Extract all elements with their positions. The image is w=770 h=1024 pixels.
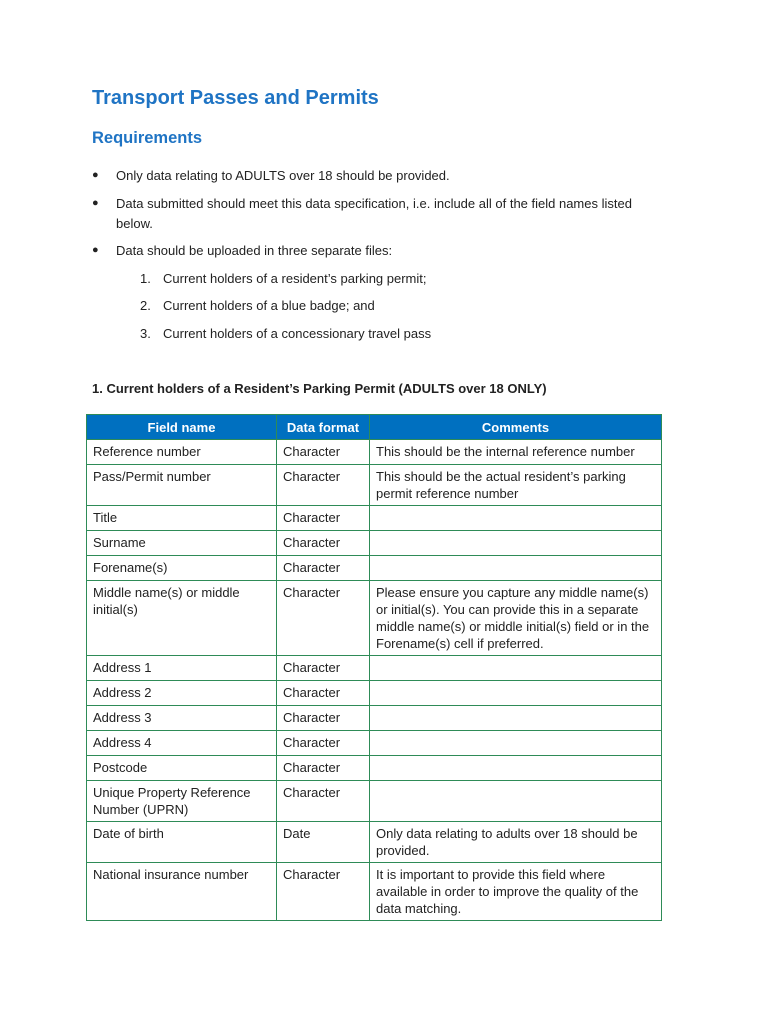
bullet-item: Only data relating to ADULTS over 18 should be provided. [116, 168, 450, 183]
bullet-icon: ● [92, 197, 99, 209]
table-row [87, 531, 662, 556]
table-row [87, 656, 662, 681]
comments-cell [370, 781, 662, 822]
table-row [87, 706, 662, 731]
table-row [87, 506, 662, 531]
bullet-icon: ● [92, 244, 99, 256]
data-format-cell: Character [277, 506, 370, 531]
comments-cell [370, 756, 662, 781]
file-number: 2. [140, 298, 151, 313]
data-format-cell: Character [277, 731, 370, 756]
bullet-item: Data should be uploaded in three separate files: [116, 243, 393, 258]
comments-cell: Only data relating to adults over 18 should be provided. [370, 822, 662, 863]
file-item: Current holders of a blue badge; and [163, 298, 375, 313]
data-format-cell: Character [277, 863, 370, 921]
table-row [87, 440, 662, 465]
data-format-cell: Character [277, 465, 370, 506]
table-row [87, 863, 662, 921]
page-title: Transport Passes and Permits [92, 87, 379, 109]
table-row [87, 556, 662, 581]
field-name-cell: Middle name(s) or middle initial(s) [87, 581, 277, 656]
comments-cell [370, 706, 662, 731]
data-format-cell: Character [277, 706, 370, 731]
field-name-cell: Address 1 [87, 656, 277, 681]
data-format-cell: Character [277, 440, 370, 465]
data-format-cell: Character [277, 756, 370, 781]
file-number: 3. [140, 326, 151, 341]
data-format-cell: Character [277, 681, 370, 706]
data-format-cell: Character [277, 781, 370, 822]
field-name-cell: National insurance number [87, 863, 277, 921]
field-name-cell: Postcode [87, 756, 277, 781]
file-item: Current holders of a concessionary travel pass [163, 326, 432, 341]
comments-cell: It is important to provide this field where available in order to improve the quality of the data matching. [370, 863, 662, 921]
field-name-cell: Forename(s) [87, 556, 277, 581]
requirements-heading: Requirements [92, 129, 203, 147]
field-name-cell: Surname [87, 531, 277, 556]
field-name-cell: Date of birth [87, 822, 277, 863]
table-row [87, 781, 662, 822]
table-row [87, 822, 662, 863]
comments-cell [370, 681, 662, 706]
table-row [87, 731, 662, 756]
field-name-cell: Reference number [87, 440, 277, 465]
bullet-item: Data submitted should meet this data specification, i.e. include all of the field names listed below. [116, 196, 632, 231]
field-name-cell: Address 4 [87, 731, 277, 756]
field-name-cell: Unique Property Reference Number (UPRN) [87, 781, 277, 822]
section-heading: 1. Current holders of a Resident’s Parking Permit (ADULTS over 18 ONLY) [92, 381, 547, 396]
data-format-cell: Character [277, 556, 370, 581]
table-row [87, 581, 662, 656]
comments-cell: Please ensure you capture any middle name(s) or initial(s). You can provide this in a separate middle name(s) or middle initial(s) field or in the Forename(s) cell if preferred. [370, 581, 662, 656]
data-format-cell: Character [277, 531, 370, 556]
comments-cell: This should be the internal reference number [370, 440, 662, 465]
comments-cell [370, 731, 662, 756]
comments-cell: This should be the actual resident’s parking permit reference number [370, 465, 662, 506]
bullet-icon: ● [92, 169, 99, 181]
comments-cell [370, 531, 662, 556]
header-field-name: Field name [87, 415, 277, 440]
file-number: 1. [140, 271, 151, 286]
field-spec-table [86, 414, 662, 921]
comments-cell [370, 656, 662, 681]
file-item: Current holders of a resident’s parking permit; [163, 271, 427, 286]
comments-cell [370, 556, 662, 581]
header-data-format: Data format [277, 415, 370, 440]
field-name-cell: Address 2 [87, 681, 277, 706]
data-format-cell: Character [277, 581, 370, 656]
header-comments: Comments [370, 415, 662, 440]
field-name-cell: Title [87, 506, 277, 531]
data-format-cell: Character [277, 656, 370, 681]
field-name-cell: Address 3 [87, 706, 277, 731]
data-format-cell: Date [277, 822, 370, 863]
table-row [87, 756, 662, 781]
table-row [87, 681, 662, 706]
comments-cell [370, 506, 662, 531]
field-name-cell: Pass/Permit number [87, 465, 277, 506]
table-row [87, 465, 662, 506]
